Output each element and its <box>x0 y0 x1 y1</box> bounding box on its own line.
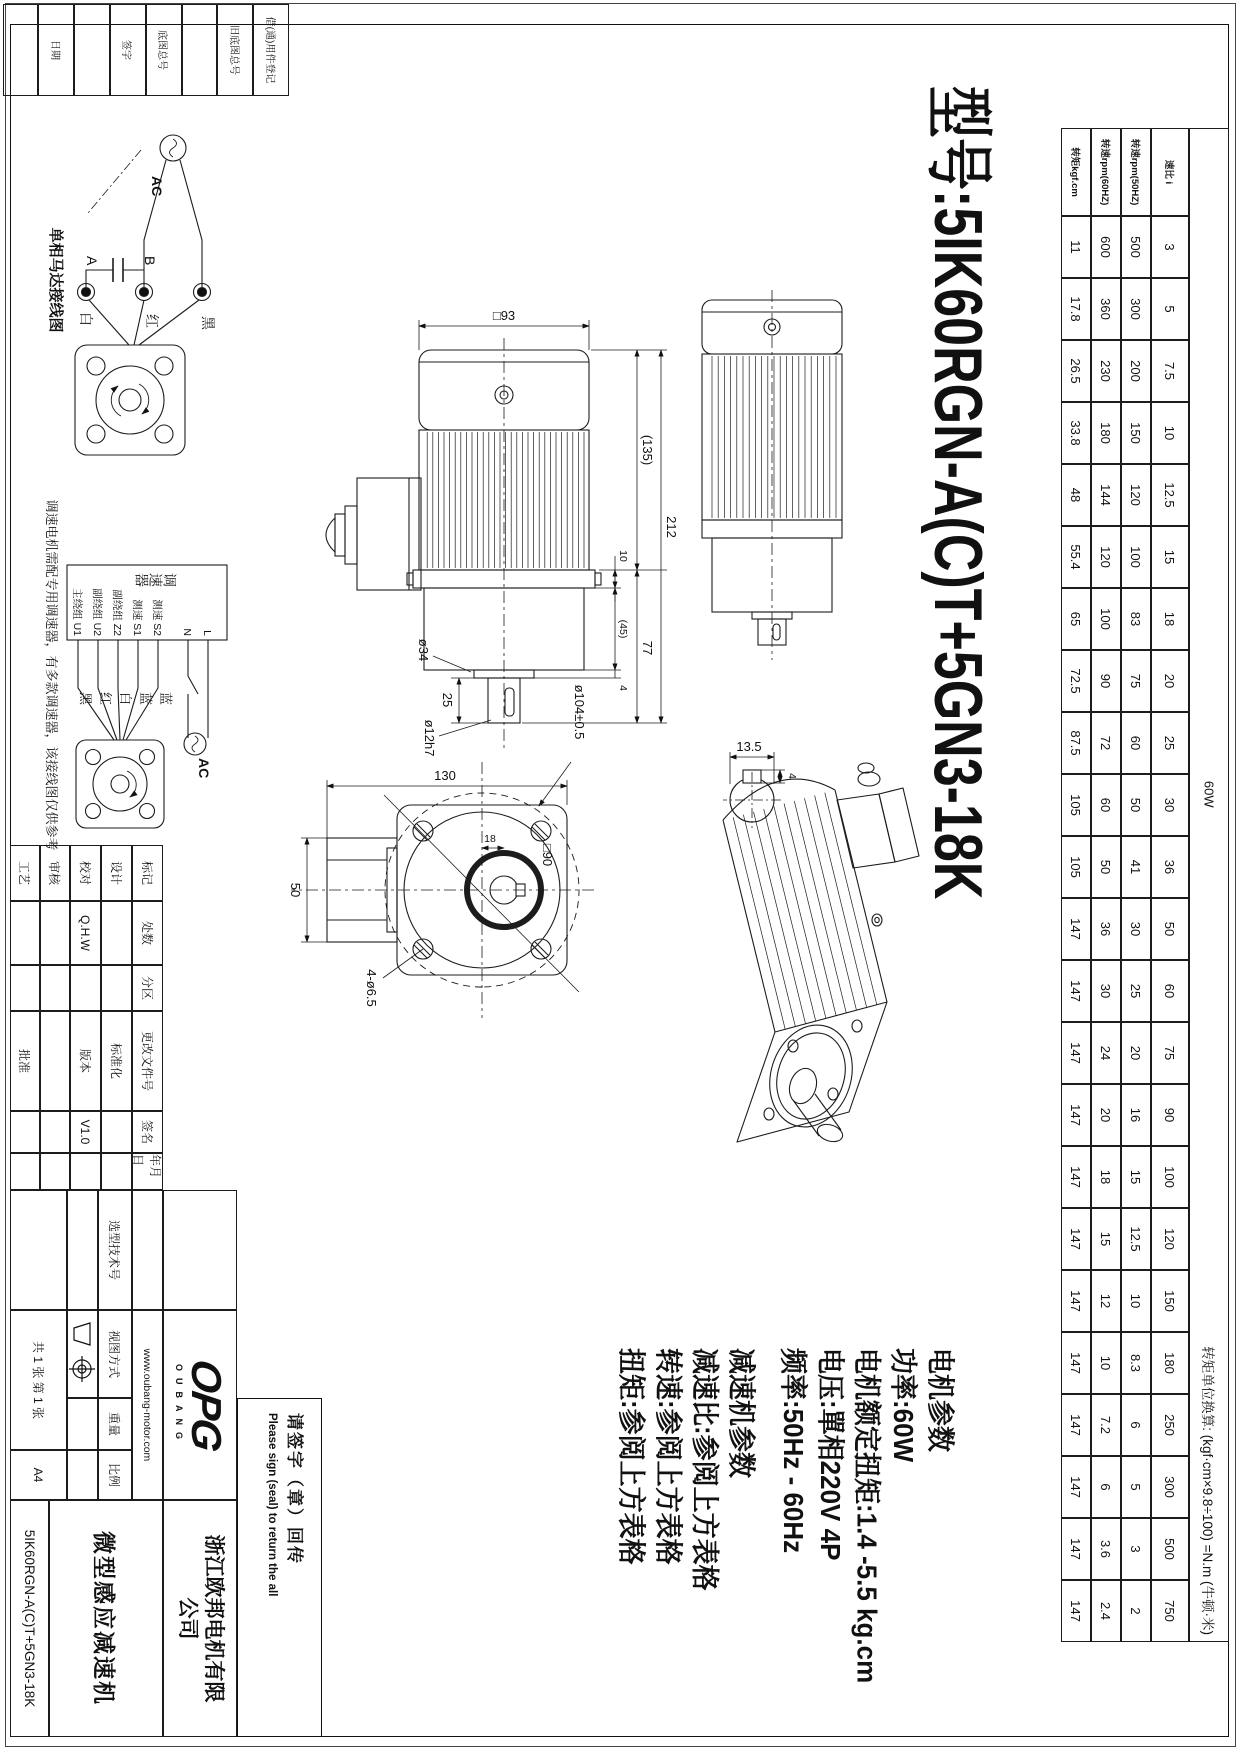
keyway-detail <box>723 752 785 828</box>
register-cell <box>74 4 110 96</box>
ratio-table-cell: 10 <box>1091 1332 1121 1394</box>
ratio-table-cell: 87.5 <box>1061 712 1091 774</box>
ratio-table-cell: 500 <box>1151 1518 1189 1580</box>
ratio-table-header: 转速rpm(60HZ) <box>1091 128 1121 216</box>
ratio-table-cell: 105 <box>1061 774 1091 836</box>
revision-cell: 批准 <box>10 1011 40 1111</box>
dim-12h7: ø12h7 <box>422 719 437 757</box>
ratio-table-cell: 41 <box>1121 836 1151 898</box>
ac-source-label: AC <box>149 176 165 197</box>
gear-param-speed: 转速:参阅上方表格 <box>652 1348 685 1565</box>
ratio-table-cell: 147 <box>1061 1332 1091 1394</box>
torque-unit-note: 转矩单位换算: (kgf·cm×9.8÷100) =N.m (牛顿·米) <box>1200 1346 1215 1635</box>
register-cell: 借(通)用件登记 <box>253 4 289 96</box>
scale-value <box>67 1450 98 1500</box>
ratio-table-cell: 150 <box>1151 1270 1189 1332</box>
ratio-table-cell: 300 <box>1121 278 1151 340</box>
revision-cell: 工艺 <box>10 845 40 901</box>
ratio-table-cell: 105 <box>1061 836 1091 898</box>
wire-color-black: 黑 <box>78 692 93 706</box>
weight-value <box>67 1398 98 1450</box>
ratio-table-cell: 18 <box>1091 1146 1121 1208</box>
sheet-count: 共 1 张 第 1 张 <box>10 1310 67 1450</box>
weight-label: 重量 <box>98 1398 132 1450</box>
ratio-table-cell: 48 <box>1061 464 1091 526</box>
model-number: 5IK60RGN-A(C)T+5GN3-18K <box>10 1500 49 1737</box>
selection-no-label: 选型技术号 <box>98 1190 132 1310</box>
terminal-l: L <box>201 630 213 636</box>
ratio-table-cell: 50 <box>1091 836 1121 898</box>
ratio-table-cell: 30 <box>1091 960 1121 1022</box>
ratio-table-cell: 12.5 <box>1151 464 1189 526</box>
dim-25: 25 <box>440 692 455 708</box>
ratio-table-cell: 90 <box>1151 1084 1189 1146</box>
sign-return-en: Please sign (seal) to return the all <box>266 1413 278 1597</box>
first-angle-projection-icon <box>70 1319 96 1389</box>
ratio-table-cell: 147 <box>1061 1022 1091 1084</box>
ratio-table-cell: 15 <box>1151 526 1189 588</box>
revision-cell: 分区 <box>132 965 163 1011</box>
ratio-table-cell: 60 <box>1121 712 1151 774</box>
motor-param-voltage: 电压:單相220V 4P <box>814 1348 847 1561</box>
company-logo <box>163 1310 237 1500</box>
dim-key-4: 4 <box>786 773 798 779</box>
revision-cell: Q.H.W <box>70 901 101 965</box>
dim-4-65: 4-ø6.5 <box>364 969 379 1007</box>
revision-cell <box>10 1153 40 1190</box>
opg-logo-text: OPG <box>183 1356 230 1454</box>
scale-label: 比例 <box>98 1450 132 1500</box>
terminal-u1: 主绕组 U1 <box>71 588 83 636</box>
dim-93: □93 <box>492 308 516 323</box>
ratio-table-cell: 11 <box>1061 216 1091 278</box>
wire-color-white: 白 <box>118 692 133 706</box>
gear-param-ratio: 减速比:参阅上方表格 <box>689 1348 722 1591</box>
ratio-table-cell: 147 <box>1061 1146 1091 1208</box>
ratio-table-cell: 147 <box>1061 1518 1091 1580</box>
register-cell <box>3 4 39 96</box>
revision-cell <box>40 901 70 965</box>
revision-cell: V1.0 <box>70 1111 101 1153</box>
ratio-table-cell: 120 <box>1121 464 1151 526</box>
wire-black-label: 黑 <box>200 316 216 330</box>
ratio-table-cell: 6 <box>1121 1394 1151 1456</box>
dim-130: 130 <box>434 768 456 783</box>
dim-90: □90 <box>540 843 555 867</box>
dim-10: 10 <box>617 550 629 562</box>
tb-empty-4 <box>163 1190 237 1310</box>
register-cell: 旧底图总号 <box>217 4 253 96</box>
gear-param-torque: 扭矩:参阅上方表格 <box>615 1348 648 1565</box>
ratio-table-cell: 16 <box>1121 1084 1151 1146</box>
ratio-table-cell: 90 <box>1091 650 1121 712</box>
dim-104: ø104±0.5 <box>572 684 587 740</box>
ratio-table-cell: 15 <box>1121 1146 1151 1208</box>
ratio-table-cell: 55.4 <box>1061 526 1091 588</box>
ratio-table-cell: 72.5 <box>1061 650 1091 712</box>
revision-cell: 年月日 <box>132 1153 163 1190</box>
revision-cell <box>40 1153 70 1190</box>
front-flange-view <box>291 762 594 1018</box>
wire-white-label: 白 <box>78 312 94 326</box>
ratio-table-cell: 147 <box>1061 960 1091 1022</box>
sign-return-cn: 请签字（章）回传 <box>285 1413 304 1565</box>
dim-18: 18 <box>484 833 496 845</box>
terminal-z2: 副绕组 Z2 <box>111 589 123 636</box>
ratio-table-cell: 10 <box>1121 1270 1151 1332</box>
revision-cell <box>70 965 101 1011</box>
ratio-table-cell: 360 <box>1091 278 1121 340</box>
ratio-table-cell: 17.8 <box>1061 278 1091 340</box>
oubang-logo-subtext: OUBANG <box>174 1364 184 1446</box>
revision-cell: 标记 <box>132 845 163 901</box>
ratio-table-cell: 12.5 <box>1121 1208 1151 1270</box>
product-name: 微型感应减速机 <box>49 1500 163 1737</box>
terminal-s1: 测速 S1 <box>131 599 143 636</box>
website: www.oubang-motor.com <box>132 1310 163 1500</box>
ratio-table-cell: 24 <box>1091 1022 1121 1084</box>
ratio-table-header: 转矩kgf.cm <box>1061 128 1091 216</box>
view-method-label: 视图方式 <box>98 1310 132 1398</box>
revision-cell: 签名 <box>132 1111 163 1153</box>
wire-color-red: 红 <box>98 692 113 706</box>
ratio-table-cell: 2.4 <box>1091 1580 1121 1642</box>
dim-13-5: 13.5 <box>736 739 762 754</box>
ratio-table-cell: 20 <box>1121 1022 1151 1084</box>
ratio-table-cell: 7.2 <box>1091 1394 1121 1456</box>
terminal-s2: 测速 S2 <box>151 599 163 636</box>
controller-note: 调速电机需配专用调速器，有多款调速器，该接线图仅供参考 <box>44 499 59 851</box>
revision-cell <box>101 1153 132 1190</box>
revision-cell: 设计 <box>101 845 132 901</box>
revision-cell <box>101 901 132 965</box>
ratio-table-cell: 180 <box>1091 402 1121 464</box>
ratio-table-cell: 200 <box>1121 340 1151 402</box>
terminal-a-label: A <box>84 256 100 266</box>
motor-wiring-caption: 单相马达接线图 <box>47 227 64 333</box>
tb-empty-2 <box>67 1190 98 1310</box>
revision-cell <box>70 1153 101 1190</box>
dim-50: 50 <box>288 882 303 898</box>
ratio-table-cell: 120 <box>1151 1208 1189 1270</box>
ratio-table-cell: 72 <box>1091 712 1121 774</box>
ratio-table-cell: 230 <box>1091 340 1121 402</box>
ratio-table-cell: 147 <box>1061 898 1091 960</box>
revision-cell <box>101 1111 132 1153</box>
motor-wiring-diagram <box>75 135 211 455</box>
side-view-plain <box>702 290 842 660</box>
ratio-table-cell: 180 <box>1151 1332 1189 1394</box>
ratio-table-cell: 100 <box>1121 526 1151 588</box>
ratio-table-cell: 147 <box>1061 1208 1091 1270</box>
tb-empty-1 <box>132 1190 163 1310</box>
ratio-table-cell: 5 <box>1121 1456 1151 1518</box>
ratio-table-cell: 147 <box>1061 1580 1091 1642</box>
motor-param-power: 功率:60W <box>887 1348 921 1463</box>
paper-size: A4 <box>10 1450 67 1500</box>
side-view-dimensions <box>522 350 667 723</box>
controller-ac-label: AC <box>196 758 212 779</box>
ratio-table-cell: 8.3 <box>1121 1332 1151 1394</box>
ratio-table-cell: 60 <box>1091 774 1121 836</box>
dim-77: 77 <box>640 640 655 656</box>
revision-cell <box>40 965 70 1011</box>
ratio-table-cell: 3 <box>1121 1518 1151 1580</box>
ratio-table-cell: 2 <box>1121 1580 1151 1642</box>
terminal-u2: 副绕组 U2 <box>91 588 103 636</box>
ratio-table-cell: 36 <box>1091 898 1121 960</box>
motor-params-title: 电机参数 <box>924 1348 957 1453</box>
dim-34: ø34 <box>416 638 431 662</box>
side-view-terminal-box <box>326 320 601 748</box>
ratio-table-cell: 20 <box>1091 1084 1121 1146</box>
wire-color-blue2: 蓝 <box>158 692 173 706</box>
ratio-table-cell: 7.5 <box>1151 340 1189 402</box>
gear-params-title: 减速机参数 <box>725 1348 759 1479</box>
register-cell: 日期 <box>38 4 74 96</box>
revision-cell: 更改文件号 <box>132 1011 163 1111</box>
ratio-table-cell: 300 <box>1151 1456 1189 1518</box>
register-cell <box>182 4 218 96</box>
ratio-table-cell: 120 <box>1091 526 1121 588</box>
power-label: 60W <box>1201 780 1217 808</box>
ratio-table-cell: 100 <box>1091 588 1121 650</box>
ratio-table-cell: 30 <box>1121 898 1151 960</box>
wire-color-blue1: 蓝 <box>138 692 153 706</box>
ratio-table-cell: 26.5 <box>1061 340 1091 402</box>
revision-cell <box>101 965 132 1011</box>
company-name: 浙江欧邦电机有限公司 <box>163 1500 237 1737</box>
revision-cell <box>40 1011 70 1111</box>
dim-4: 4 <box>617 685 629 691</box>
projection-symbol-cell <box>67 1310 98 1398</box>
ratio-table-cell: 10 <box>1151 402 1189 464</box>
revision-cell <box>40 1111 70 1153</box>
ratio-table-cell: 18 <box>1151 588 1189 650</box>
ratio-table-cell: 600 <box>1091 216 1121 278</box>
ratio-table-cell: 36 <box>1151 836 1189 898</box>
motor-param-torque: 电机额定扭矩:1.4 -5.5 kg.cm <box>851 1348 884 1684</box>
dim-212: 212 <box>664 516 679 538</box>
ratio-table-cell: 147 <box>1061 1456 1091 1518</box>
ratio-table-cell: 250 <box>1151 1394 1189 1456</box>
revision-cell: 审核 <box>40 845 70 901</box>
controller-box-label: 调速器 <box>135 572 177 588</box>
ratio-table-cell: 750 <box>1151 1580 1189 1642</box>
ratio-table-cell: 50 <box>1151 898 1189 960</box>
terminal-b-label: B <box>142 256 158 266</box>
tb-empty-3 <box>10 1190 67 1310</box>
ratio-table-cell: 150 <box>1121 402 1151 464</box>
ratio-table-cell: 12 <box>1091 1270 1121 1332</box>
ratio-table-cell: 25 <box>1151 712 1189 774</box>
ratio-table-header: 转速rpm(50HZ) <box>1121 128 1151 216</box>
isometric-view <box>723 763 919 1145</box>
ratio-table-cell: 100 <box>1151 1146 1189 1208</box>
ratio-table-cell: 60 <box>1151 960 1189 1022</box>
wire-red-label: 红 <box>144 314 160 328</box>
ratio-table-cell: 25 <box>1121 960 1151 1022</box>
ratio-table-cell: 20 <box>1151 650 1189 712</box>
ratio-table-cell: 75 <box>1151 1022 1189 1084</box>
ratio-table-cell: 33.8 <box>1061 402 1091 464</box>
ratio-table-cell: 500 <box>1121 216 1151 278</box>
ratio-table-cell: 30 <box>1151 774 1189 836</box>
revision-cell <box>10 1111 40 1153</box>
revision-cell: 处数 <box>132 901 163 965</box>
revision-cell <box>10 901 40 965</box>
ratio-table-cell: 83 <box>1121 588 1151 650</box>
sign-return-box <box>237 1398 322 1737</box>
ratio-table-cell: 75 <box>1121 650 1151 712</box>
revision-cell <box>10 965 40 1011</box>
ratio-table-cell: 65 <box>1061 588 1091 650</box>
dim-135: (135) <box>640 434 655 466</box>
ratio-table-cell: 50 <box>1121 774 1151 836</box>
ratio-table-cell: 5 <box>1151 278 1189 340</box>
register-cell: 底图总号 <box>146 4 182 96</box>
ratio-table-cell: 144 <box>1091 464 1121 526</box>
revision-cell: 版本 <box>70 1011 101 1111</box>
ratio-table-header: 速比 i <box>1151 128 1189 216</box>
ratio-table-cell: 3.6 <box>1091 1518 1121 1580</box>
page-title: 型号:5IK60RGN-A(C)T+5GN3-18K <box>919 86 995 900</box>
revision-cell: 校对 <box>70 845 101 901</box>
dim-45: (45) <box>617 619 629 639</box>
ratio-table-cell: 15 <box>1091 1208 1121 1270</box>
ratio-table-cell: 147 <box>1061 1270 1091 1332</box>
ratio-table-cell: 147 <box>1061 1084 1091 1146</box>
revision-cell: 标准化 <box>101 1011 132 1111</box>
terminal-n: N <box>181 628 193 636</box>
ratio-table-cell: 6 <box>1091 1456 1121 1518</box>
ratio-table-cell: 3 <box>1151 216 1189 278</box>
ratio-table-cell: 147 <box>1061 1394 1091 1456</box>
motor-param-frequency: 频率:50Hz - 60Hz <box>777 1348 810 1554</box>
register-cell: 签字 <box>110 4 146 96</box>
